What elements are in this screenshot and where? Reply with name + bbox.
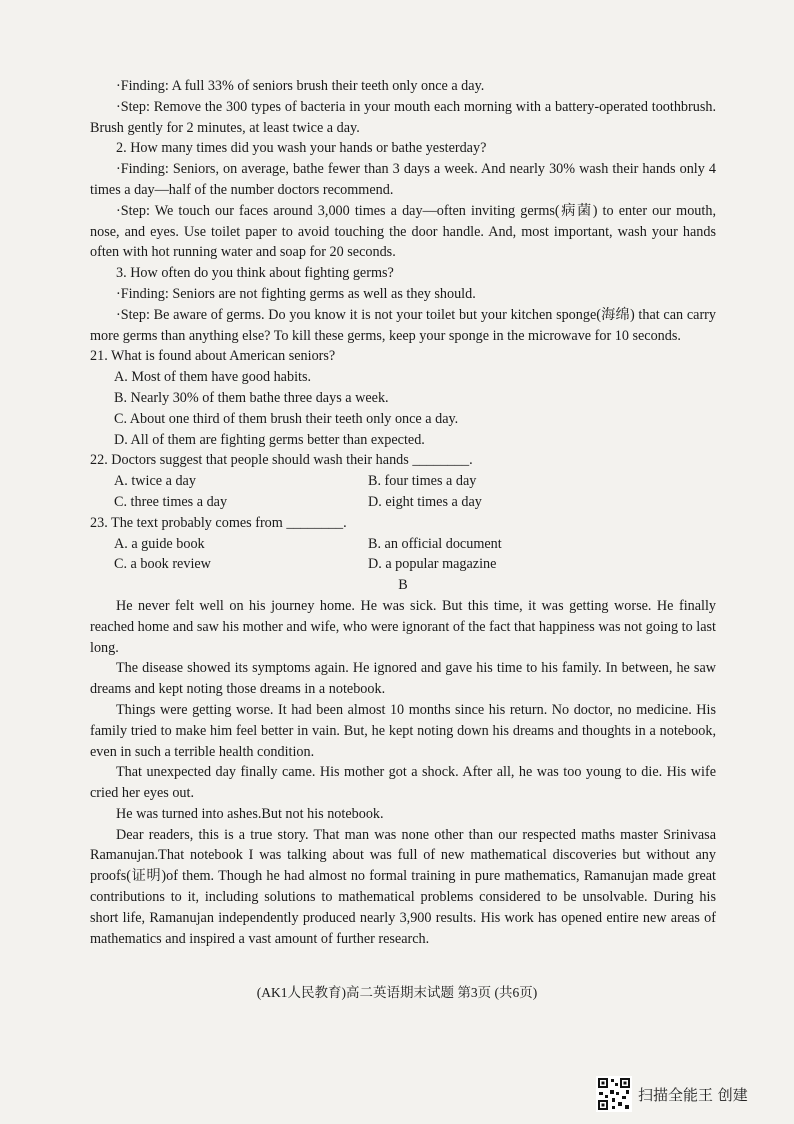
q22-options xyxy=(90,471,716,513)
q23-option-b: B. an official document xyxy=(368,535,502,552)
heading-3: 3. How often do you think about fighting germs? xyxy=(116,265,394,282)
q21-option-d: D. All of them are fighting germs better than expected. xyxy=(114,431,425,448)
finding-1: ·Finding: A full 33% of seniors brush their teeth only once a day. xyxy=(116,78,485,94)
qr-code-icon xyxy=(596,1076,632,1112)
passage-b-para-2: The disease showed its symptoms again. He ignored and gave his time to his family. In between, he saw dreams and kept noting those dreams in a notebook. xyxy=(90,660,716,698)
passage-b-para-4: That unexpected day finally came. His mother got a shock. After all, he was too young to die. His wife cried her eyes out. xyxy=(90,764,716,802)
q22-option-d: D. eight times a day xyxy=(368,493,482,510)
question-21: 21. What is found about American seniors? xyxy=(90,348,336,365)
q22-option-b: B. four times a day xyxy=(368,473,477,490)
passage-b-para-3: Things were getting worse. It had been almost 10 months since his return. No doctor, no medicine. His family tried to make him feel better in vain. But, he kept noting down his dreams and thoughts in a notebook, even in such a terrible health condition. xyxy=(90,701,716,760)
passage-b-para-6: Dear readers, this is a true story. That man was none other than our respected maths master Srinivasa Ramanujan.That notebook I was talking about was full of new mathematical discoveries but without any proofs(证明)of them. Though he had almost no formal training in pure mathematics, Ramanujan made great contributions to it, including solutions to mathematical problems considered to be unsolvable. During his short life, Ramanujan independently produced nearly 3,900 results. His work has opened entire new areas of mathematics and inspired a vast amount of further research. xyxy=(90,826,716,947)
step-3: ·Step: Be aware of germs. Do you know it is not your toilet but your kitchen sponge(海绵) that can carry more germs than anything else? To kill these germs, keep your sponge in the microwave for 10 seconds. xyxy=(90,306,716,344)
q21-option-c: C. About one third of them brush their teeth only once a day. xyxy=(114,410,459,427)
step-2: ·Step: We touch our faces around 3,000 times a day—often inviting germs(病菌) to enter our mouth, nose, and eyes. Use toilet paper to avoid touching the door handle. And, most important, wash your hands often with hot running water and soap for 20 seconds. xyxy=(90,202,716,261)
q22-option-a: A. twice a day xyxy=(114,473,196,490)
q23-option-a: A. a guide book xyxy=(114,535,205,552)
q21-option-b: B. Nearly 30% of them bathe three days a week. xyxy=(114,389,389,406)
passage-b-para-5: He was turned into ashes.But not his notebook. xyxy=(116,805,384,822)
page-content xyxy=(90,76,716,949)
scanner-stamp-text: 扫描全能王 创建 xyxy=(638,1085,748,1104)
passage-b-para-1: He never felt well on his journey home. He was sick. But this time, it was getting worse. He finally reached home and saw his mother and wife, who were ignorant of the fact that happiness was not going to last long. xyxy=(90,597,716,656)
question-22: 22. Doctors suggest that people should wash their hands ________. xyxy=(90,452,473,469)
q23-options xyxy=(90,534,716,576)
page-footer: (AK1人民教育)高二英语期末试题 第3页 (共6页) xyxy=(256,985,538,1000)
question-23: 23. The text probably comes from ________. xyxy=(90,514,347,531)
q23-option-c: C. a book review xyxy=(114,556,211,573)
heading-2: 2. How many times did you wash your hands or bathe yesterday? xyxy=(116,140,487,157)
finding-3: ·Finding: Seniors are not fighting germs as well as they should. xyxy=(116,285,476,302)
q21-option-a: A. Most of them have good habits. xyxy=(114,369,312,386)
finding-2: ·Finding: Seniors, on average, bathe fewer than 3 days a week. And nearly 30% wash their hands only 4 times a day—half of the number doctors recommend. xyxy=(90,161,716,198)
section-b-heading: B xyxy=(398,577,408,594)
q23-option-d: D. a popular magazine xyxy=(368,556,497,573)
step-1: ·Step: Remove the 300 types of bacteria in your mouth each morning with a battery-operated toothbrush. Brush gently for 2 minutes, at least twice a day. xyxy=(90,98,716,136)
q22-option-c: C. three times a day xyxy=(114,493,228,510)
scanner-stamp xyxy=(596,1074,748,1114)
